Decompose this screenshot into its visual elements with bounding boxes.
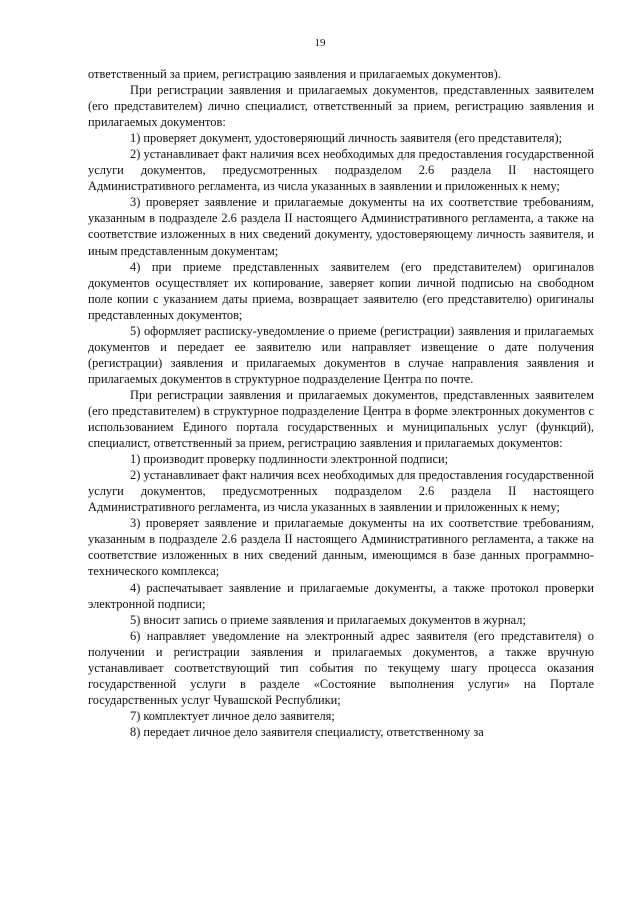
list-item-electronic-2: 2) устанавливает факт наличия всех необходимых для предоставления государственной услуги документов, предусмотренных подразделом 2.6 раздела II настоящего Административного регламента, из числа указанных в заявлении и приложенных к нему;	[88, 468, 594, 515]
list-item-in-person-3: 3) проверяет заявление и прилагаемые документы на их соответствие требованиям, указанным в подразделе 2.6 раздела II настоящего Административного регламента, а также на соответствие изложенных в них сведений документу, удостоверяющему личность заявителя, и иным представленным документам;	[88, 195, 594, 258]
document-body	[88, 66, 594, 740]
list-item-in-person-1: 1) проверяет документ, удостоверяющий личность заявителя (его представителя);	[130, 131, 563, 146]
list-item-electronic-1: 1) производит проверку подлинности электронной подписи;	[130, 452, 449, 467]
page-number: 19	[314, 37, 326, 49]
list-item-electronic-3: 3) проверяет заявление и прилагаемые документы на их соответствие требованиям, указанным в подразделе 2.6 раздела II настоящего Административного регламента, а также на соответствие изложенных в них сведений данным, имеющимся в базе данных программно-технического комплекса;	[88, 516, 594, 579]
list-item-in-person-2: 2) устанавливает факт наличия всех необходимых для предоставления государственной услуги документов, предусмотренных подразделом 2.6 раздела II настоящего Административного регламента, из числа указанных в заявлении и приложенных к нему;	[88, 147, 594, 194]
paragraph-continuation: ответственный за прием, регистрацию заявления и прилагаемых документов).	[88, 67, 501, 81]
list-item-electronic-6: 6) направляет уведомление на электронный адрес заявителя (его представителя) о получении и регистрации заявления и прилагаемых документов, а также вручную устанавливает соответствующий тип события по текущему шагу процесса оказания государственной услуги в разделе «Состояние выполнения услуги» на Портале государственных услуг Чувашской Республики;	[88, 628, 594, 707]
list-item-electronic-8: 8) передает личное дело заявителя специалисту, ответственному за	[130, 724, 484, 739]
paragraph-in-person-registration-intro: При регистрации заявления и прилагаемых документов, представленных заявителем (его представителем) лично специалист, ответственный за прием, регистрацию заявления и прилагаемых документов:	[88, 83, 594, 130]
list-item-electronic-7: 7) комплектует личное дело заявителя;	[130, 708, 335, 723]
list-item-in-person-5: 5) оформляет расписку-уведомление о приеме (регистрации) заявления и прилагаемых документов и передает ее заявителю или направляет извещение о дате получения (регистрации) заявления и прилагаемых документов в случае направления заявления и прилагаемых документов в структурное подразделение Центра по почте.	[88, 323, 594, 386]
list-item-electronic-4: 4) распечатывает заявление и прилагаемые документы, а также протокол проверки электронной подписи;	[88, 580, 594, 611]
list-item-electronic-5: 5) вносит запись о приеме заявления и прилагаемых документов в журнал;	[130, 612, 526, 627]
list-item-in-person-4: 4) при приеме представленных заявителем (его представителем) оригиналов документов осуществляет их копирование, заверяет копии личной подписью на свободном поле копии с указанием даты приема, возвращает заявителю (его представителю) оригиналы представленных документов;	[88, 259, 594, 322]
paragraph-electronic-registration-intro: При регистрации заявления и прилагаемых документов, представленных заявителем (его представителем) в структурное подразделение Центра в форме электронных документов с использованием Единого портала государственных и муниципальных услуг (функций), специалист, ответственный за прием, регистрацию заявления и прилагаемых документов:	[88, 387, 594, 451]
